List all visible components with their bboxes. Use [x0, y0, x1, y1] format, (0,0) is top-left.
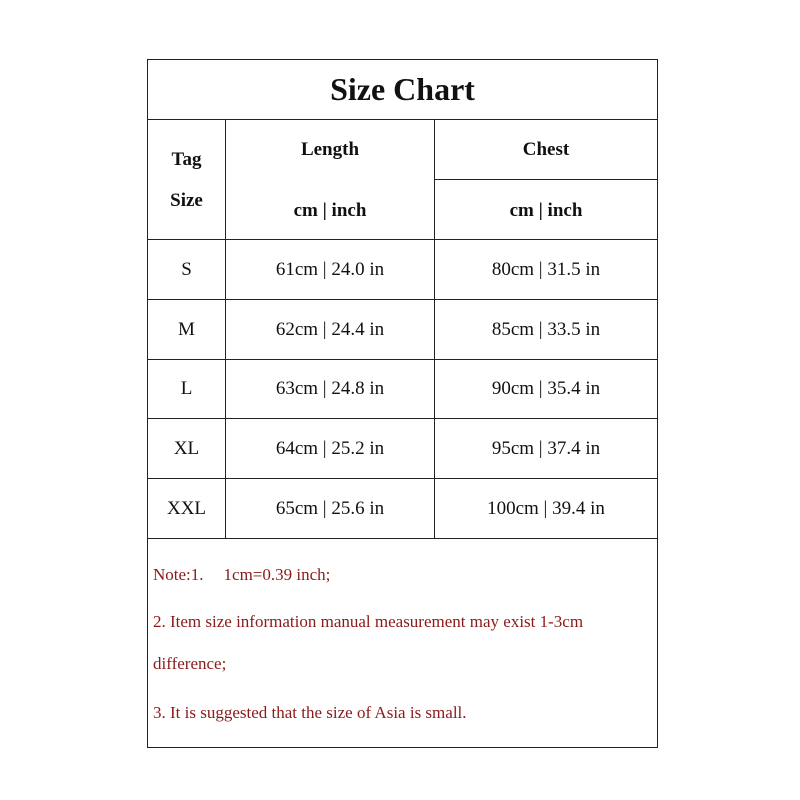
length-cell: 64cm | 25.2 in	[275, 437, 385, 459]
chest-header: Chest	[522, 139, 570, 160]
length-header: Length	[300, 139, 360, 160]
chest-unit-header: cm | inch	[509, 200, 583, 221]
note-line-3: difference;	[153, 654, 227, 673]
note-line-1	[153, 565, 330, 585]
length-unit-header: cm | inch	[293, 200, 367, 221]
page-title: Size Chart	[330, 71, 475, 107]
size-cell: S	[181, 258, 192, 280]
size-header-label: Size	[170, 190, 203, 211]
note-line-4: 3. It is suggested that the size of Asia is small.	[153, 703, 467, 722]
chest-cell: 95cm | 37.4 in	[491, 437, 601, 459]
length-cell: 65cm | 25.6 in	[275, 497, 385, 519]
size-cell: XXL	[166, 497, 207, 519]
length-cell: 63cm | 24.8 in	[275, 378, 385, 399]
chest-cell: 90cm | 35.4 in	[491, 378, 601, 399]
tag-header-label: Tag	[171, 149, 202, 170]
note-prefix: Note:1.	[153, 565, 204, 584]
size-cell: L	[180, 378, 193, 399]
size-cell: XL	[173, 437, 200, 459]
length-cell: 62cm | 24.4 in	[275, 318, 385, 340]
chest-cell: 80cm | 31.5 in	[491, 258, 601, 280]
chest-cell: 85cm | 33.5 in	[491, 318, 601, 340]
size-chart-table	[147, 59, 658, 748]
note-conversion: 1cm=0.39 inch;	[223, 565, 331, 584]
chest-cell: 100cm | 39.4 in	[487, 497, 605, 519]
note-line-2: 2. Item size information manual measurement may exist 1-3cm	[153, 612, 584, 631]
size-cell: M	[178, 318, 195, 340]
header-unit-divider	[435, 179, 657, 180]
row-divider	[148, 538, 657, 539]
length-cell: 61cm | 24.0 in	[275, 258, 385, 280]
